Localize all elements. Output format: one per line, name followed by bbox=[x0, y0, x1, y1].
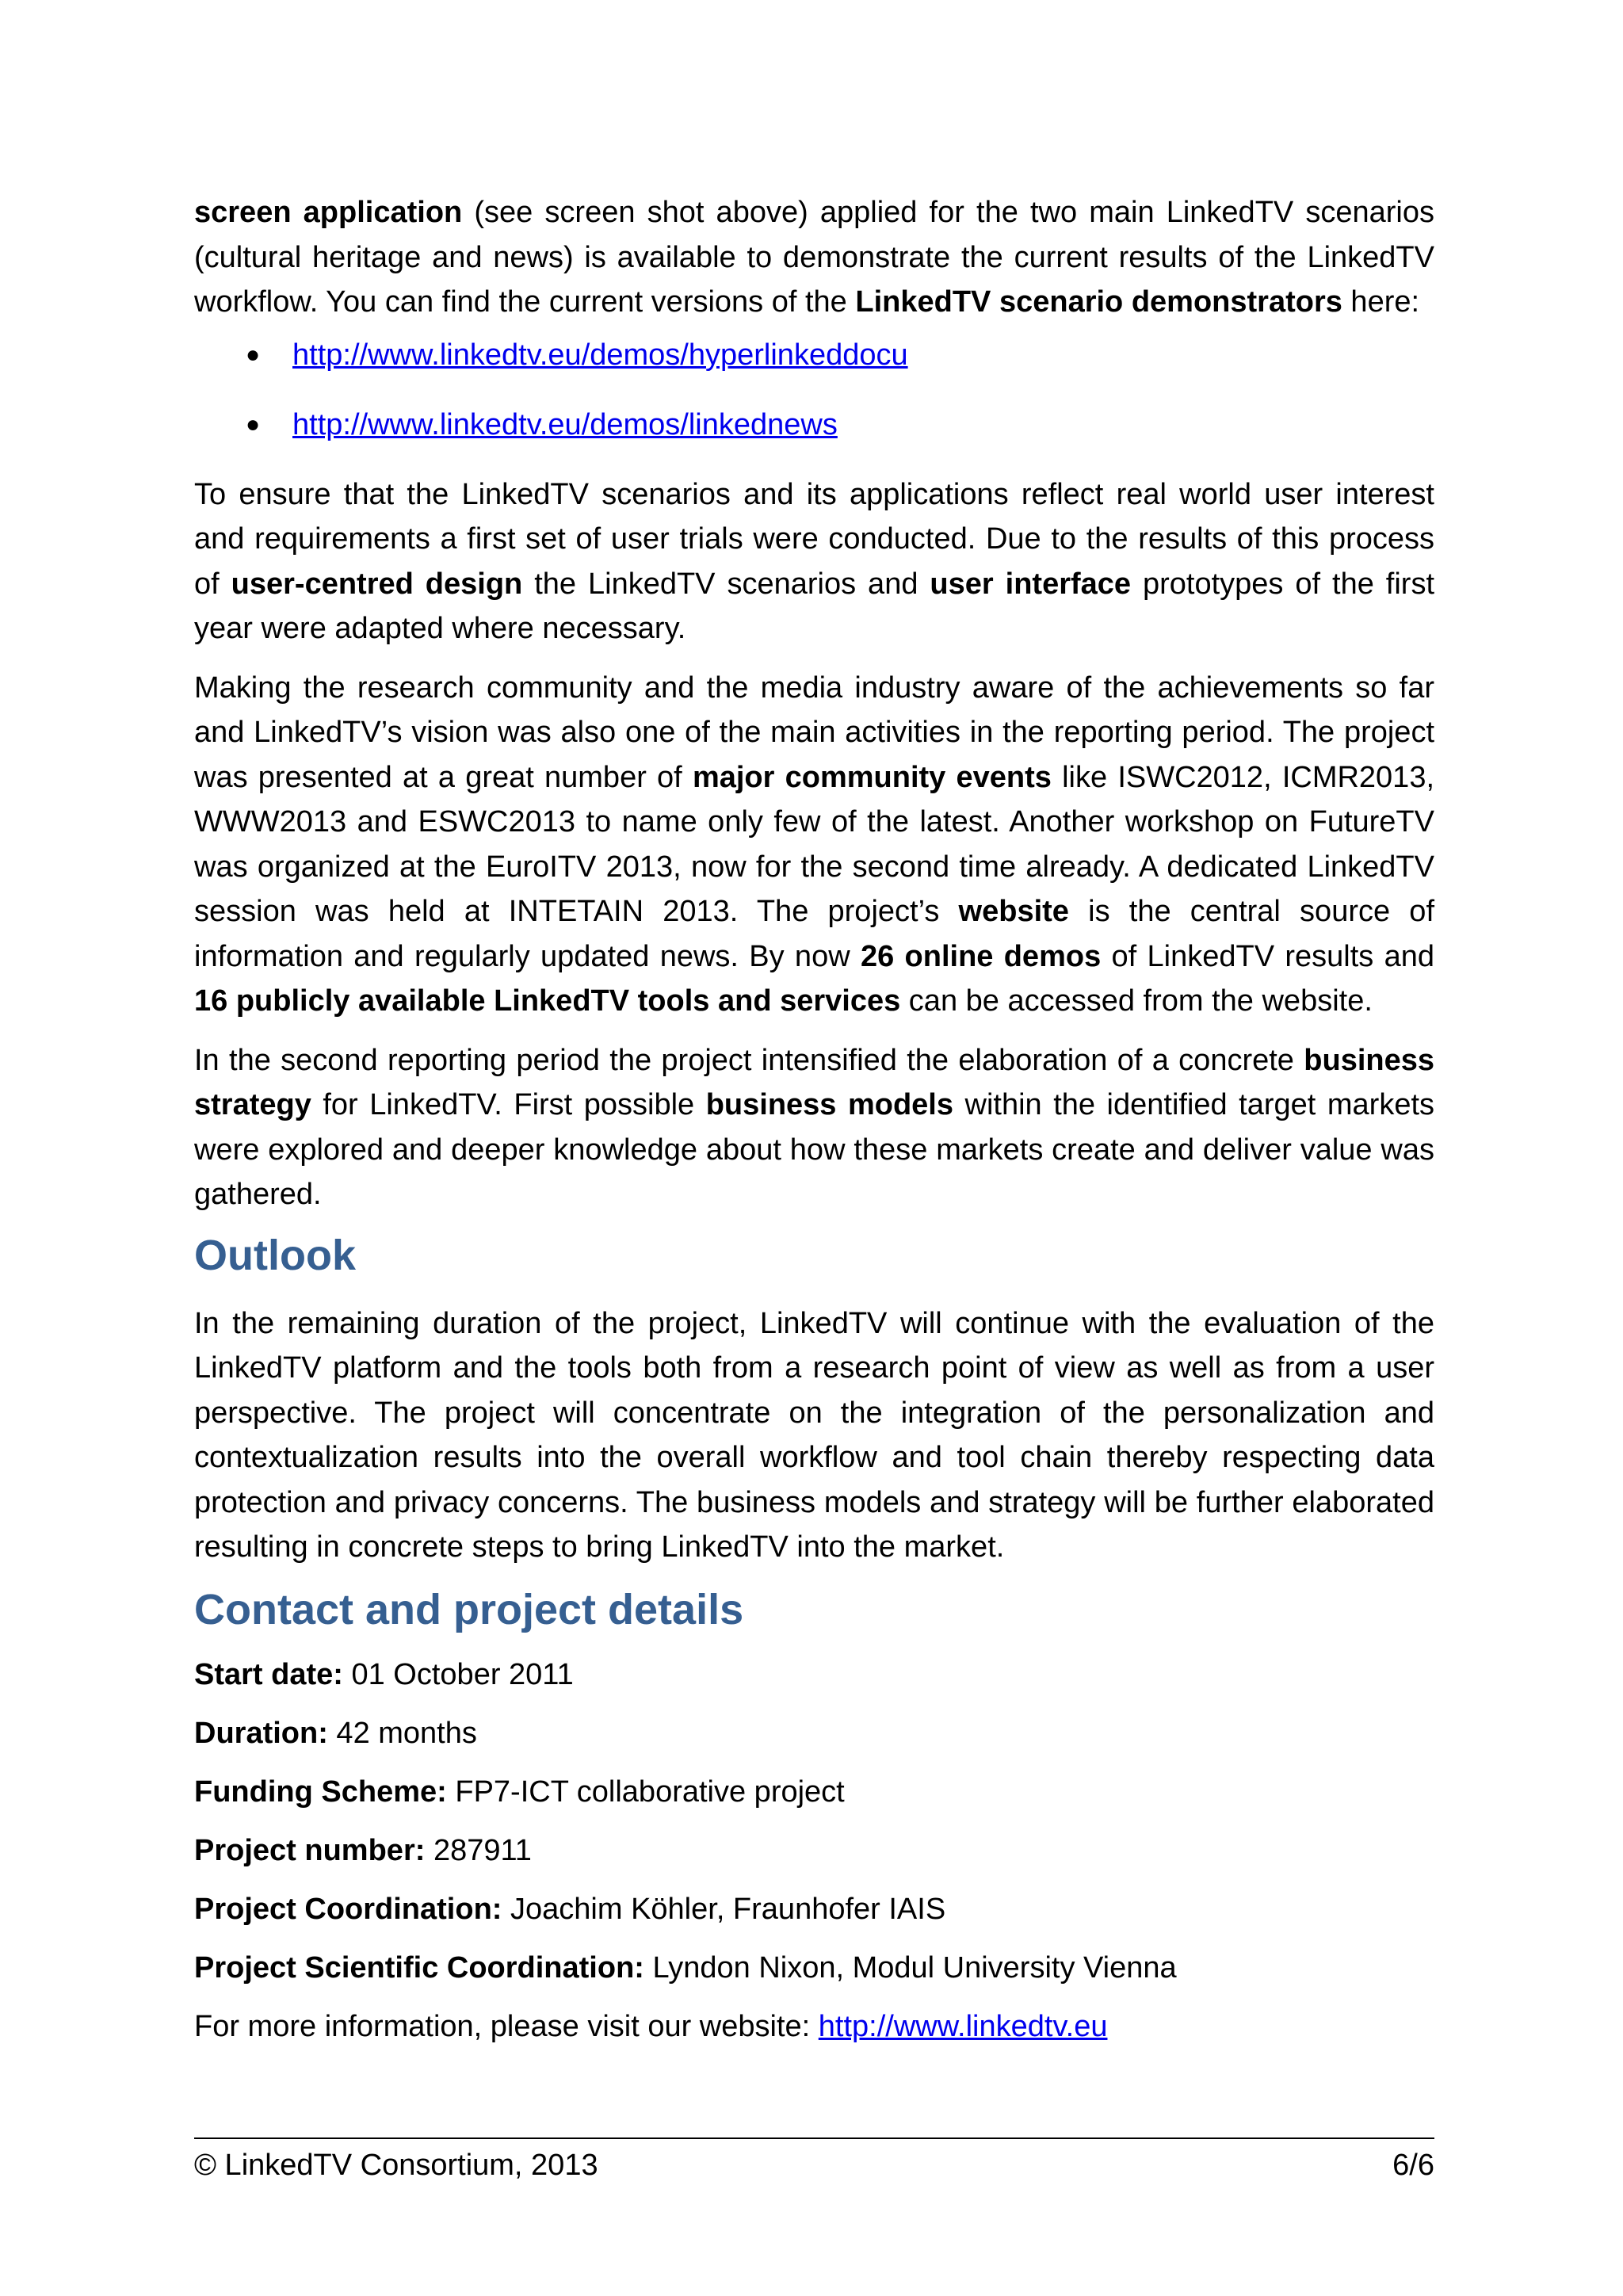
contact-heading: Contact and project details bbox=[194, 1585, 744, 1633]
business-paragraph: In the second reporting period the project intensified the elaboration of a concrete business strategy for LinkedTV. First possible business models within the identified target markets were explored and deeper knowledge about how these markets create and deliver value was gathered. bbox=[194, 1043, 1435, 1211]
footer-copyright: © LinkedTV Consortium, 2013 bbox=[194, 2149, 598, 2182]
bullet-icon: ● bbox=[246, 341, 261, 368]
link-hyperlinkeddocu[interactable]: http://www.linkedtv.eu/demos/hyperlinkeddocu bbox=[292, 338, 908, 372]
more-info-line: For more information, please visit our website: http://www.linkedtv.eu bbox=[194, 2009, 1108, 2043]
outlook-heading: Outlook bbox=[194, 1231, 356, 1279]
list-item bbox=[194, 333, 1434, 377]
website-link[interactable]: http://www.linkedtv.eu bbox=[818, 2009, 1108, 2043]
intro-bold-screen-application: screen application bbox=[194, 196, 463, 229]
detail-scientific-coordination: Project Scientific Coordination: Lyndon Nixon, Modul University Vienna bbox=[194, 1950, 1177, 1985]
user-trials-paragraph: To ensure that the LinkedTV scenarios and its applications reflect real world user interest and requirements a first set of user trials were conducted. Due to the results of this process of user-centred design the LinkedTV scenarios and user interface prototypes of the first year were adapted where necessary. bbox=[194, 477, 1435, 645]
intro-bold-demonstrators: LinkedTV scenario demonstrators bbox=[855, 285, 1342, 319]
community-paragraph: Making the research community and the media industry aware of the achievements so far and LinkedTV’s vision was also one of the main activities in the reporting period. The project was presented at a great number of major community events like ISWC2012, ICMR2013, WWW2013 and ESWC2013 to name only few of the latest. Another workshop on FutureTV was organized at the EuroITV 2013, now for the second time already. A dedicated LinkedTV session was held at INTETAIN 2013. The project’s website is the central source of information and regularly updated news. By now 26 online demos of LinkedTV results and 16 publicly available LinkedTV tools and services can be accessed from the website. bbox=[194, 670, 1435, 1018]
detail-project-coordination: Project Coordination: Joachim Köhler, Fraunhofer IAIS bbox=[194, 1892, 946, 1926]
bullet-icon: ● bbox=[246, 411, 261, 437]
detail-start-date: Start date: 01 October 2011 bbox=[194, 1657, 574, 1691]
detail-duration: Duration: 42 months bbox=[194, 1716, 477, 1750]
outlook-paragraph: In the remaining duration of the project, LinkedTV will continue with the evaluation of the LinkedTV platform and the tools both from a research point of view as well as from a user perspective. The project will concentrate on the integration of the personalization and contextualization results into the overall workflow and tool chain thereby respecting data protection and privacy concerns. The business models and strategy will be further elaborated resulting in concrete steps to bring LinkedTV into the market. bbox=[194, 1306, 1434, 1564]
list-item bbox=[194, 403, 1434, 447]
page-footer bbox=[194, 2137, 1434, 2185]
link-linkednews[interactable]: http://www.linkedtv.eu/demos/linkednews bbox=[292, 407, 838, 441]
document-body bbox=[194, 190, 1434, 2063]
detail-funding-scheme: Funding Scheme: FP7-ICT collaborative project bbox=[194, 1775, 845, 1809]
intro-paragraph: screen application (see screen shot above) applied for the two main LinkedTV scenarios (cultural heritage and news) is available to demonstrate the current results of the LinkedTV workflow. You can find the current versions of the LinkedTV scenario demonstrators here: bbox=[194, 196, 1435, 319]
footer-page-number: 6/6 bbox=[1392, 2149, 1434, 2182]
detail-project-number: Project number: 287911 bbox=[194, 1833, 532, 1867]
demo-link-list bbox=[194, 333, 1434, 447]
